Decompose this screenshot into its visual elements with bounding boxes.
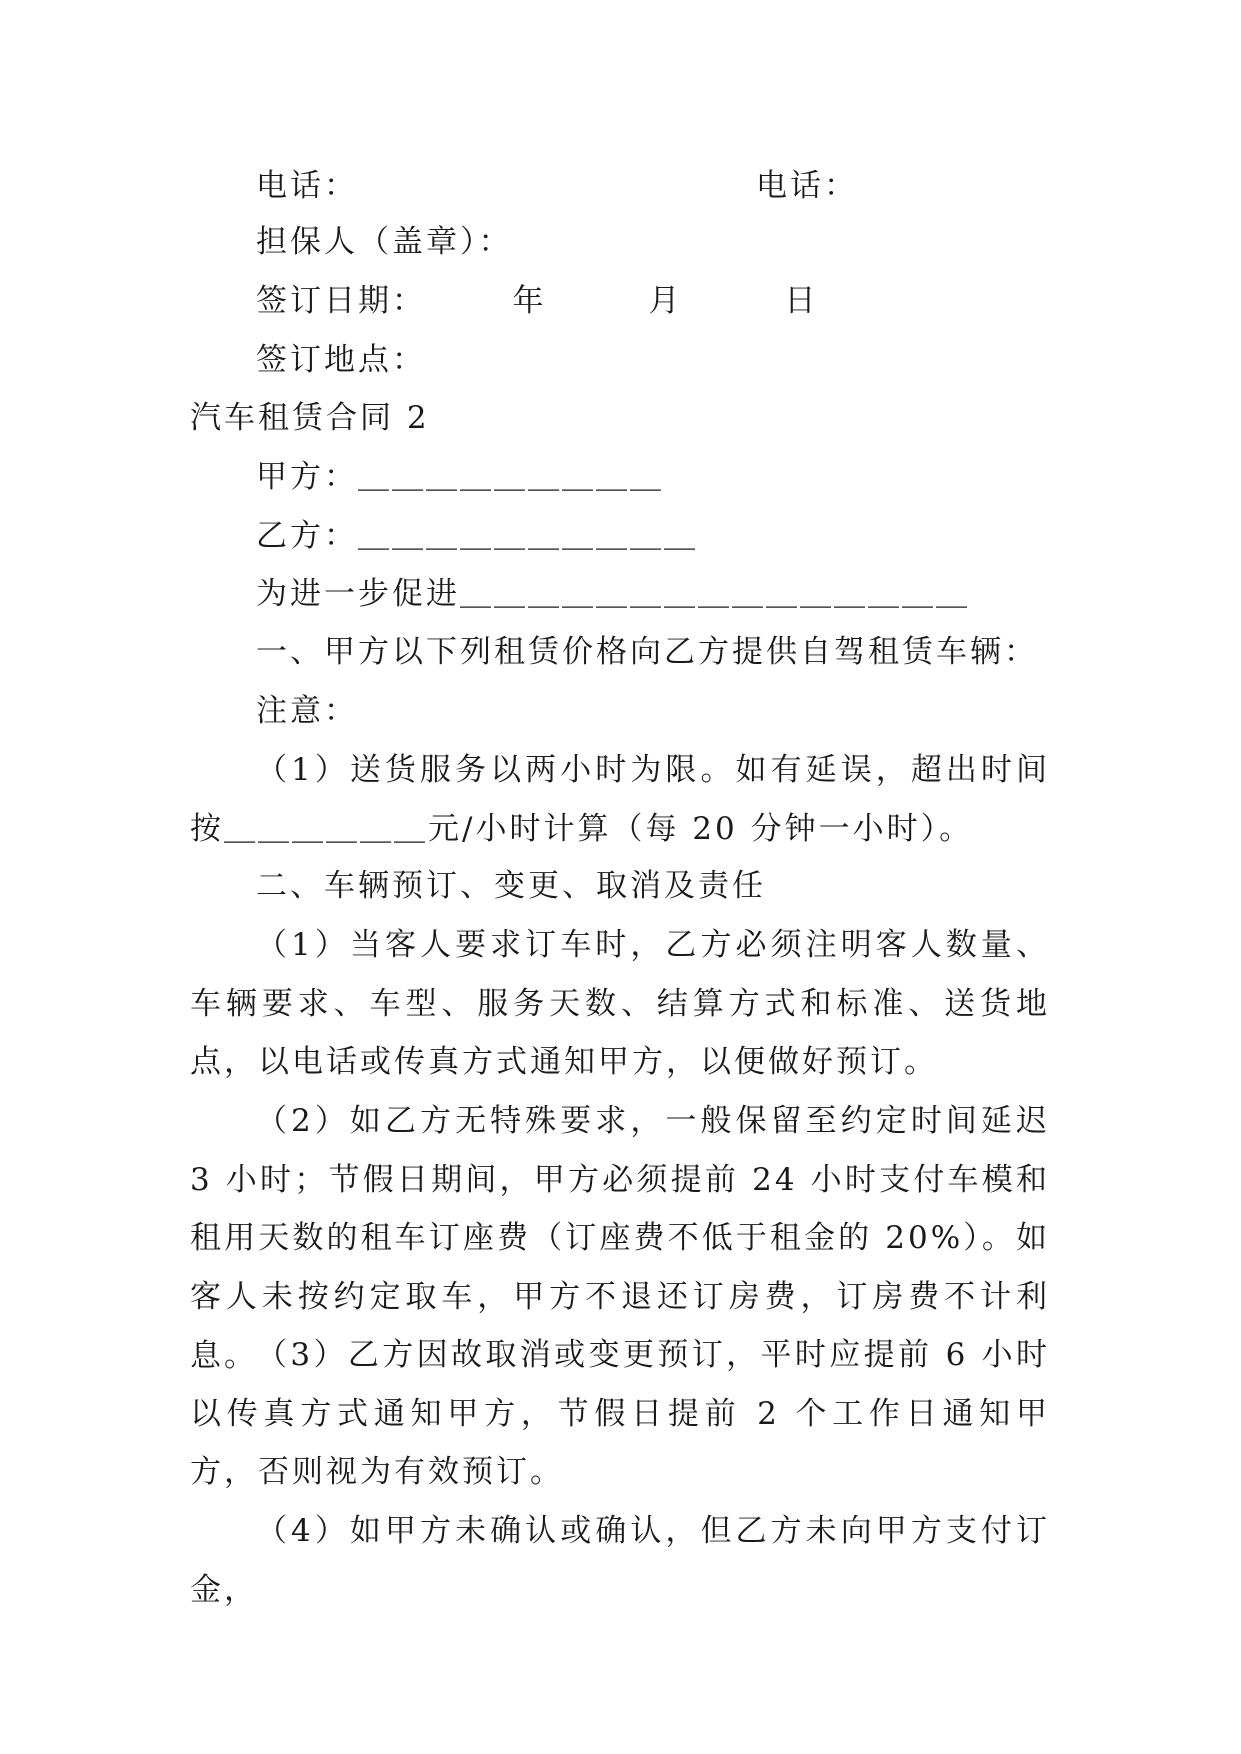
sign-place-label: 签订地点：: [256, 342, 426, 378]
party-b-line: 乙方：＿＿＿＿＿＿＿＿＿＿: [256, 518, 698, 554]
notice-label: 注意：: [256, 693, 358, 729]
phone-left-label: 电话：: [256, 168, 358, 204]
phone-right-label: 电话：: [756, 168, 858, 204]
sign-date-label: 签订日期： 年 月 日: [256, 283, 819, 319]
section-2-item-4: （4）如甲方未确认或确认，但乙方未向甲方支付订金，: [190, 1513, 1050, 1608]
contract-title: 汽车租赁合同 2: [190, 400, 430, 436]
section-1-item-1: （1）送货服务以两小时为限。如有延误，超出时间按＿＿＿＿＿＿元/小时计算（每 20 分钟一小时）。: [190, 752, 1050, 847]
section-2-heading: 二、车辆预订、变更、取消及责任: [256, 868, 766, 904]
party-a-line: 甲方：＿＿＿＿＿＿＿＿＿: [256, 459, 664, 495]
section-2-item-1: （1）当客人要求订车时，乙方必须注明客人数量、车辆要求、车型、服务天数、结算方式和标准、送货地点，以电话或传真方式通知甲方，以便做好预订。: [190, 927, 1050, 1081]
purpose-line: 为进一步促进＿＿＿＿＿＿＿＿＿＿＿＿＿＿＿: [256, 576, 970, 612]
section-2-item-2: （2）如乙方无特殊要求，一般保留至约定时间延迟 3 小时；节假日期间，甲方必须提前 24 小时支付车模和租用天数的租车订座费（订座费不低于租金的 20%）。如客人未按约定取车，甲方不退还订房费，订房费不计利息。: [190, 1103, 1050, 1374]
section-1-heading: 一、甲方以下列租赁价格向乙方提供自驾租赁车辆：: [256, 634, 1038, 670]
section-2-item-3: （3）乙方因故取消或变更预订，平时应提前 6 小时以传真方式通知甲方，节假日提前 2 个工作日通知甲方，否则视为有效预订。: [190, 1337, 1050, 1491]
guarantor-label: 担保人（盖章）：: [256, 224, 513, 260]
